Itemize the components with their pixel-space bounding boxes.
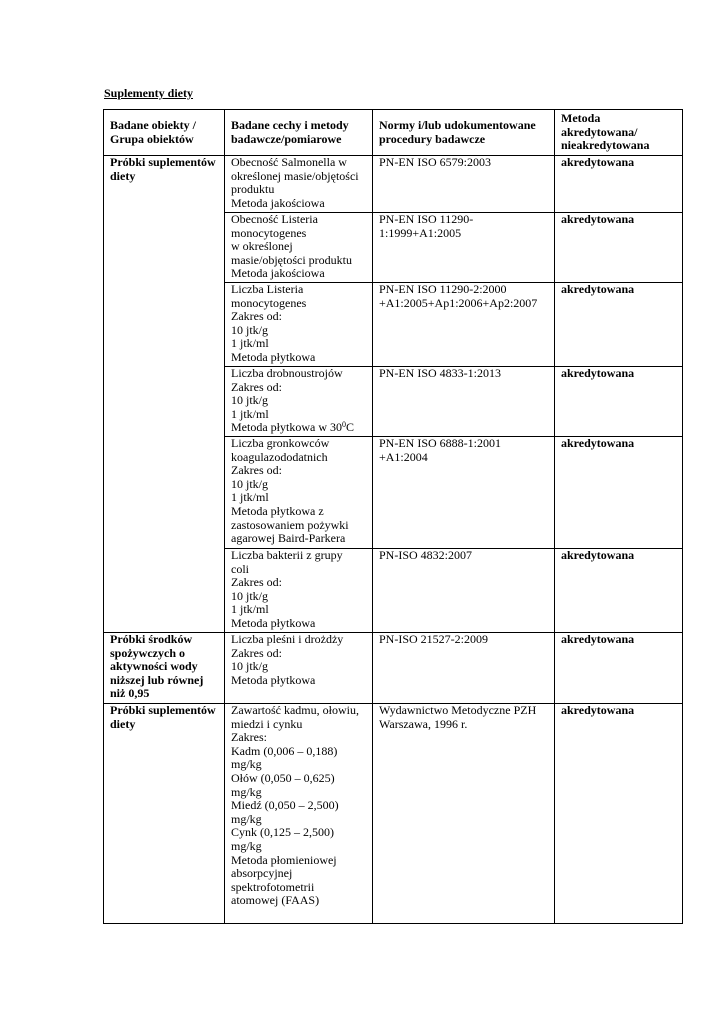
section-title: Suplementy diety [104,86,194,100]
feature-cell [225,549,373,633]
accreditation-status: akredytowana [555,704,683,924]
feature-line: koagulazododatnich [231,449,328,464]
norm-cell [373,437,555,549]
feature-line: Obecność Salmonella w [231,155,347,169]
feature-line: Metoda płomieniowej [231,852,337,867]
feature-line: Obecność Listeria [231,212,318,226]
norm-line: PN-EN ISO 6579:2003 [379,155,492,169]
feature-line: coli [231,561,249,576]
header-objects: Badane obiekty / Grupa obiektów [104,110,225,156]
norm-line: +A1:2005+Ap1:2006+Ap2:2007 [379,295,538,310]
accreditation-status: akredytowana [555,437,683,549]
accreditation-status: akredytowana [555,213,683,283]
accreditation-status: akredytowana [555,156,683,213]
accreditation-status: akredytowana [555,549,683,633]
norm-cell [373,213,555,283]
table-body [104,156,683,924]
feature-line: monocytogenes [231,295,307,310]
feature-line: Zakres: [231,730,267,745]
feature-line: atomowej (FAAS) [231,893,320,908]
feature-line: 1 jtk/ml [231,336,269,351]
norm-cell [373,549,555,633]
feature-line: mg/kg [231,784,262,799]
feature-line: Zakres od: [231,379,282,394]
norm-line: PN-EN ISO 4833-1:2013 [379,366,501,380]
feature-line: agarowej Baird-Parkera [231,531,346,546]
header-features: Badane cechy i metody badawcze/pomiarowe [225,110,373,156]
feature-line: Liczba gronkowców [231,436,330,450]
norm-line: PN-EN ISO 11290-2:2000 [379,282,507,296]
feature-line: Zakres od: [231,463,282,478]
object-group-cell: Próbki środków spożywczych o aktywności wody niższej lub równej niż 0,95 [104,633,225,704]
feature-line: absorpcyjnej [231,866,293,881]
table-row [104,633,683,704]
feature-line: Zakres od: [231,309,282,324]
feature-line: Miedź (0,050 – 2,500) [231,798,339,813]
feature-line: Zakres od: [231,645,282,660]
norm-line: PN-EN ISO 11290- [379,212,474,226]
norm-line: PN-EN ISO 6888-1:2001 [379,436,501,450]
norm-line: Wydawnictwo Metodyczne PZH [379,703,537,717]
object-group-cell: Próbki suplementów diety [104,704,225,924]
norm-cell [373,283,555,367]
feature-line: 10 jtk/g [231,393,269,408]
feature-line: 10 jtk/g [231,322,269,337]
feature-line: Metoda płytkowa z [231,503,324,518]
feature-line: 10 jtk/g [231,476,269,491]
feature-cell [225,704,373,924]
feature-line: Kadm (0,006 – 0,188) [231,743,338,758]
table-row [104,156,683,213]
norm-line: PN-ISO 21527-2:2009 [379,632,489,646]
header-norms: Normy i/lub udokumentowane procedury badawcze [373,110,555,156]
feature-line: masie/objętości produktu [231,252,352,267]
feature-line: zastosowaniem pożywki [231,517,349,532]
accreditation-status: akredytowana [555,283,683,367]
feature-line: mg/kg [231,811,262,826]
norm-cell [373,633,555,704]
feature-line: Cynk (0,125 – 2,500) [231,825,334,840]
feature-line: Metoda jakościowa [231,195,325,210]
feature-line: 1 jtk/ml [231,490,269,505]
feature-line: Metoda jakościowa [231,266,325,281]
feature-cell [225,213,373,283]
feature-line: Metoda płytkowa [231,672,316,687]
feature-line: spektrofotometrii [231,879,315,894]
feature-line: monocytogenes [231,225,307,240]
header-method: Metoda akredytowana/ nieakredytowana [555,110,683,156]
accreditation-table [103,109,683,924]
feature-line: mg/kg [231,757,262,772]
norm-line: PN-ISO 4832:2007 [379,548,473,562]
feature-line: produktu [231,182,275,197]
norm-cell [373,156,555,213]
norm-line: Warszawa, 1996 r. [379,716,468,731]
accreditation-status: akredytowana [555,633,683,704]
feature-line: mg/kg [231,838,262,853]
feature-line: Ołów (0,050 – 0,625) [231,770,335,785]
feature-cell [225,367,373,437]
norm-line: 1:1999+A1:2005 [379,225,462,240]
feature-line: Metoda płytkowa [231,349,316,364]
accreditation-status: akredytowana [555,367,683,437]
norm-line: +A1:2004 [379,449,428,464]
feature-line: w określonej [231,239,293,254]
norm-cell [373,704,555,924]
table-row [104,704,683,924]
feature-line: 10 jtk/g [231,588,269,603]
feature-line: miedzi i cynku [231,716,303,731]
feature-cell [225,283,373,367]
feature-line: Liczba bakterii z grupy [231,548,343,562]
feature-line: Liczba drobnoustrojów [231,366,343,380]
feature-line: Zakres od: [231,575,282,590]
feature-cell [225,437,373,549]
degree-superscript: 0 [341,420,346,430]
feature-line: 1 jtk/ml [231,406,269,421]
feature-line: 10 jtk/g [231,659,269,674]
norm-cell [373,367,555,437]
feature-line: określonej masie/objętości [231,168,359,183]
feature-line: Metoda płytkowa [231,615,316,630]
feature-cell [225,633,373,704]
object-group-cell: Próbki suplementów diety [104,156,225,633]
feature-cell [225,156,373,213]
feature-line: Metoda płytkowa w $30^0C$ [231,420,354,435]
feature-line: Zawartość kadmu, ołowiu, [231,703,359,717]
feature-line: Liczba Listeria [231,282,304,296]
feature-line: 1 jtk/ml [231,602,269,617]
table-header-row [104,110,683,156]
feature-line: Liczba pleśni i drożdży [231,632,344,646]
